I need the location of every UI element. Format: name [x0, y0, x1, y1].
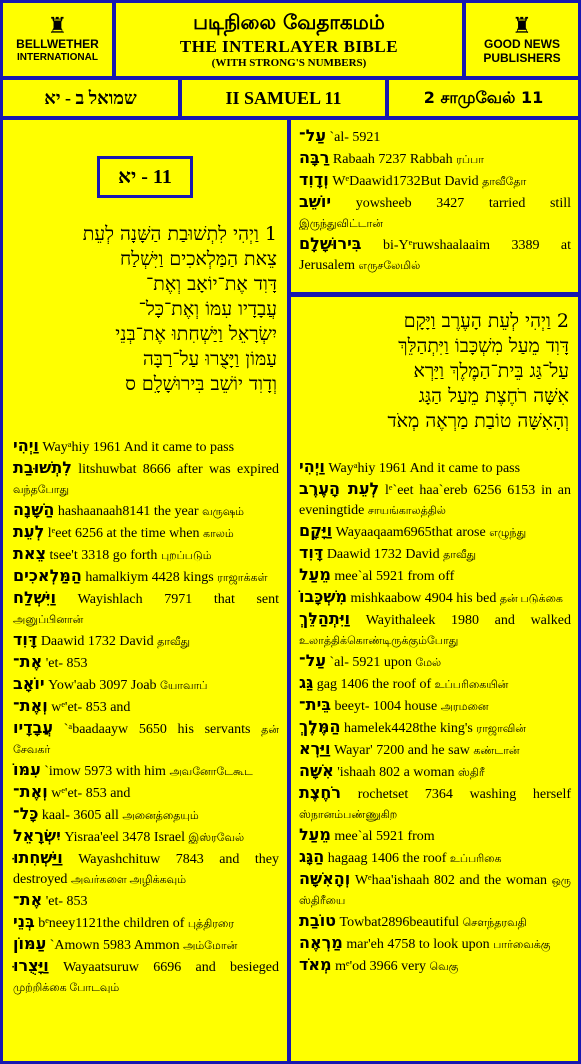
- hebrew-word: עַל־: [299, 126, 326, 145]
- hebrew-word: מֵעַל: [299, 825, 331, 844]
- transliteration-gloss: hamelek4428the king's: [344, 721, 473, 736]
- hebrew-word: וַיַּרְא: [299, 739, 331, 758]
- verse-1-hebrew: [7, 222, 277, 397]
- word-entry: [299, 911, 571, 933]
- tamil-gloss: ராஜாக்கள்: [217, 572, 268, 584]
- verse-line: וְהָאִשָּׁה טוֹבַת מַרְאֶה מְאֹד: [387, 410, 569, 432]
- page-subtitle: (WITH STRONG'S NUMBERS): [211, 57, 367, 69]
- transliteration-gloss: Wayithaleek 1980 and walked: [365, 613, 571, 628]
- tamil-gloss: தன் படுக்கை: [499, 593, 563, 605]
- right-top-word-list: [299, 126, 571, 276]
- tamil-gloss: ராஜாவின்: [476, 723, 526, 735]
- verse-line: עֲבָדָיו עִמּוֹ וְאֶת־כָּל־: [138, 298, 277, 320]
- book-tamil-text: 2 சாமுவேல் 11: [423, 87, 544, 107]
- transliteration-gloss: Towbat2896beautiful: [339, 915, 460, 930]
- hebrew-word: אֶת־: [13, 652, 43, 671]
- word-entry: [299, 609, 571, 651]
- hebrew-word: וַיְהִי: [299, 457, 325, 476]
- word-entry: [299, 521, 571, 543]
- transliteration-gloss: hagaag 1406 the roof: [327, 851, 447, 866]
- transliteration-gloss: Yisraa'eel 3478 Israel: [64, 830, 186, 845]
- transliteration-gloss: Yow'aab 3097 Joab: [48, 678, 157, 693]
- tamil-gloss: ஸ்திரீ: [458, 767, 485, 779]
- tamil-gloss: அரமனை: [440, 701, 489, 713]
- transliteration-gloss: `al- 5921 upon: [329, 655, 412, 670]
- transliteration-gloss: gag 1406 the roof of: [316, 677, 432, 692]
- transliteration-gloss: `al- 5921: [329, 130, 381, 145]
- hebrew-word: עַמּוֹן: [13, 934, 47, 953]
- transliteration-gloss: tsee't 3318 go forth: [49, 548, 158, 563]
- word-entry: [299, 457, 571, 479]
- hebrew-word: וַיִּתְהַלֵּךְ: [299, 609, 351, 628]
- hebrew-word: אֶת־: [13, 890, 43, 909]
- tamil-gloss: இருந்துவிட்டான்: [299, 218, 383, 230]
- verse-2-hebrew: [297, 309, 569, 434]
- hebrew-word: בְּנֵי: [13, 912, 35, 931]
- transliteration-gloss: lᵉ`eet haa`ereb 6256 6153 in an eveningtide: [299, 483, 572, 518]
- tamil-gloss: ஸ்நானம்பண்ணுகிற: [299, 809, 398, 821]
- word-entry: [13, 652, 279, 674]
- logo-line2: INTERNATIONAL: [17, 51, 98, 63]
- tamil-gloss: ரப்பா: [456, 154, 484, 166]
- transliteration-gloss: WᵉDaawid1732But David: [332, 174, 479, 189]
- word-entry: [13, 674, 279, 696]
- verse-line: 1 וַיְהִי לִתְשׁוּבַת הַשָּׁנָה לְעֵת: [82, 223, 277, 245]
- tamil-gloss: அவனோடேகூட: [169, 766, 253, 778]
- hebrew-word: כָּל־: [13, 804, 39, 823]
- verse-line: עַמּוֹן וַיָּצֻרוּ עַל־רַבָּה: [142, 348, 277, 370]
- word-entry: [299, 479, 571, 521]
- word-entry: [13, 436, 279, 458]
- verse-line: יִשְׂרָאֵל וַיַּשְׁחִתוּ אֶת־בְּנֵי: [115, 323, 277, 345]
- transliteration-gloss: mee`al 5921 from: [334, 829, 435, 844]
- word-entry: [299, 192, 571, 234]
- right-bottom-column: [291, 297, 578, 1061]
- bellwether-logo: [3, 3, 112, 76]
- book-hebrew-text: שמואל ב - יא: [44, 87, 137, 108]
- transliteration-gloss: Wayaatsuruw 6696 and besieged: [63, 960, 279, 975]
- tamil-gloss: வெகு: [429, 961, 459, 973]
- transliteration-gloss: 'et- 853: [45, 894, 88, 909]
- title-block: [116, 3, 462, 76]
- hebrew-word: מִשְׁכָּבוֹ: [299, 587, 348, 606]
- word-entry: [13, 696, 279, 718]
- chess-rook-icon: ♜: [47, 12, 68, 38]
- hebrew-word: וַיָּצֻרוּ: [13, 956, 49, 975]
- hebrew-word: דָּוִד: [299, 543, 324, 562]
- transliteration-gloss: `Amown 5983 Ammon: [49, 938, 180, 953]
- page-title: THE INTERLAYER BIBLE: [179, 37, 399, 56]
- tamil-gloss: யோவாப்: [160, 680, 208, 692]
- transliteration-gloss: `ᵃbaadaayw 5650 his servants: [63, 722, 251, 737]
- transliteration-gloss: wᵉ'et- 853 and: [51, 700, 131, 715]
- hebrew-word: גַּג: [299, 673, 314, 692]
- chapter-label-text: 11 - יא: [118, 165, 172, 188]
- tamil-gloss: எருசலேமில்: [358, 260, 421, 272]
- word-entry: [299, 543, 571, 565]
- word-entry: [13, 588, 279, 630]
- transliteration-gloss: bi-Yᵉruwshaalaaim 3389 at Jerusalem: [299, 238, 571, 273]
- tamil-gloss: புறப்படும்: [160, 550, 212, 562]
- verse-line: עַל־גַּג בֵּית־הַמֶּלֶךְ וַיַּרְא: [413, 360, 569, 382]
- word-entry: [299, 783, 571, 825]
- tamil-gloss: ஒரு ஸ்திரீயை: [299, 875, 571, 907]
- word-entry: [299, 869, 571, 911]
- logo-line1: GOOD NEWS: [483, 36, 560, 51]
- tamil-gloss: அனுப்பினான்: [13, 614, 84, 626]
- word-entry: [299, 565, 571, 587]
- word-entry: [299, 126, 571, 148]
- word-entry: [13, 804, 279, 826]
- word-entry: [13, 826, 279, 848]
- hebrew-word: בֵּית־: [299, 695, 332, 714]
- word-entry: [299, 170, 571, 192]
- book-hebrew: [3, 80, 178, 116]
- transliteration-gloss: yowsheeb 3427 tarried still: [355, 196, 571, 211]
- transliteration-gloss: Wayaaqaam6965that arose: [335, 525, 486, 540]
- tamil-title: படிநிலை வேதாகமம்: [193, 10, 385, 34]
- tamil-gloss: காலம்: [202, 528, 234, 540]
- tamil-gloss: தாவீது: [443, 549, 477, 561]
- tamil-gloss: எழுந்து: [489, 527, 527, 539]
- transliteration-gloss: mᵉ'od 3966 very: [335, 959, 427, 974]
- right-top-column: [291, 120, 578, 292]
- word-entry: [299, 587, 571, 609]
- transliteration-gloss: Daawid 1732 David: [326, 547, 440, 562]
- verse-line: דָּוִד מֵעַל מִשְׁכָּבוֹ וַיִּתְהַלֵּךְ: [398, 335, 569, 357]
- hebrew-word: וְדָוִד: [299, 170, 329, 189]
- transliteration-gloss: lᵉeet 6256 at the time when: [47, 526, 200, 541]
- transliteration-gloss: mishkaabow 4904 his bed: [350, 591, 497, 606]
- word-entry: [13, 718, 279, 760]
- hebrew-word: רֹחֶצֶת: [299, 783, 341, 802]
- tamil-gloss: தாவீதோ: [482, 176, 527, 188]
- hebrew-word: רַבָּה: [299, 148, 330, 167]
- word-entry: [299, 933, 571, 955]
- verse-line: צֵאת הַמַּלְאכִים וַיִּשְׁלַח: [119, 248, 277, 270]
- tamil-gloss: தாவீது: [157, 636, 191, 648]
- word-entry: [13, 934, 279, 956]
- hebrew-word: מְאֹד: [299, 955, 332, 974]
- verse-line: וְדָוִד יוֹשֵׁב בִּירוּשָׁלִָם ס: [125, 373, 277, 395]
- transliteration-gloss: Wayar' 7200 and he saw: [333, 743, 470, 758]
- transliteration-gloss: Wayᵃhiy 1961 And it came to pass: [328, 461, 521, 476]
- word-entry: [13, 458, 279, 500]
- transliteration-gloss: litshuwbat 8666 after was expired: [78, 462, 280, 477]
- word-entry: [299, 695, 571, 717]
- hebrew-word: דָּוִד: [13, 630, 38, 649]
- book-tamil: [389, 80, 578, 116]
- tamil-gloss: இஸ்ரவேல்: [188, 832, 245, 844]
- tamil-gloss: கண்டான்: [473, 745, 520, 757]
- word-entry: [13, 848, 279, 890]
- hebrew-word: הַמַּלְאכִים: [13, 566, 82, 585]
- hebrew-word: וַיִּשְׁלַח: [13, 588, 57, 607]
- logo-line2: PUBLISHERS: [483, 50, 561, 65]
- book-english-text: II SAMUEL 11: [225, 87, 342, 108]
- goodnews-logo: [466, 3, 578, 76]
- hebrew-word: יוֹשֵׁב: [299, 192, 332, 211]
- transliteration-gloss: Wayᵃhiy 1961 And it came to pass: [42, 440, 235, 455]
- hebrew-word: טוֹבַת: [299, 911, 337, 930]
- tamil-gloss: வந்தபோது: [13, 484, 70, 496]
- book-english: [182, 80, 385, 116]
- tamil-gloss: புத்திரரை: [187, 918, 234, 930]
- hebrew-word: הַגָּג: [299, 847, 325, 866]
- tamil-gloss: முற்றிக்கை போடவும்: [13, 982, 120, 994]
- transliteration-gloss: Wayashchituw 7843 and they destroyed: [13, 852, 280, 887]
- word-entry: [13, 522, 279, 544]
- word-entry: [299, 234, 571, 276]
- word-entry: [299, 651, 571, 673]
- hebrew-word: יוֹאָב: [13, 674, 45, 693]
- transliteration-gloss: Daawid 1732 David: [40, 634, 154, 649]
- hebrew-word: הַשָּׁנָה: [13, 500, 55, 519]
- tamil-gloss: தன் சேவகர்: [13, 724, 280, 756]
- tamil-gloss: வருஷம்: [202, 506, 244, 518]
- transliteration-gloss: bᵉneey1121the children of: [38, 916, 185, 931]
- hebrew-word: לִתְשׁוּבַת: [13, 458, 72, 477]
- transliteration-gloss: beeyt- 1004 house: [334, 699, 438, 714]
- hebrew-word: וְאֶת־: [13, 782, 48, 801]
- hebrew-word: עַל־: [299, 651, 326, 670]
- tamil-gloss: உலாத்திக்கொண்டிருக்கும்போது: [299, 635, 459, 647]
- logo-line1: BELLWETHER: [16, 36, 99, 51]
- hebrew-word: וַיַּשְׁחִתוּ: [13, 848, 63, 867]
- word-entry: [13, 890, 279, 912]
- tamil-gloss: மேல்: [415, 657, 442, 669]
- transliteration-gloss: hashaanaah8141 the year: [57, 504, 199, 519]
- word-entry: [299, 955, 571, 977]
- word-entry: [299, 148, 571, 170]
- tamil-gloss: சௌந்தரவதி: [462, 917, 527, 929]
- hebrew-word: מַרְאֶה: [299, 933, 343, 952]
- hebrew-word: מֵעַל: [299, 565, 331, 584]
- verse-line: אִשָּׁה רֹחֶצֶת מֵעַל הַגָּג: [418, 385, 569, 407]
- transliteration-gloss: Rabaah 7237 Rabbah: [332, 152, 453, 167]
- word-entry: [13, 566, 279, 588]
- word-entry: [299, 717, 571, 739]
- hebrew-word: בִּירוּשָׁלִָם: [299, 234, 362, 253]
- tamil-gloss: அவர்களை அழிக்கவும்: [70, 874, 187, 886]
- chess-rook-icon: ♜: [512, 12, 532, 38]
- word-entry: [13, 544, 279, 566]
- hebrew-word: וַיְהִי: [13, 436, 39, 455]
- tamil-gloss: உப்பரிகையின்: [434, 679, 509, 691]
- hebrew-word: יִשְׂרָאֵל: [13, 826, 61, 845]
- hebrew-word: וְאֶת־: [13, 696, 48, 715]
- hebrew-word: לְעֵת הָעֶרֶב: [299, 479, 380, 498]
- transliteration-gloss: 'et- 853: [45, 656, 88, 671]
- transliteration-gloss: Wayishlach 7971 that sent: [77, 592, 279, 607]
- transliteration-gloss: mar'eh 4758 to look upon: [346, 937, 490, 952]
- right-bottom-word-list: [299, 457, 571, 977]
- transliteration-gloss: `imow 5973 with him: [44, 764, 166, 779]
- hebrew-word: עֲבָדָיו: [13, 718, 53, 737]
- word-entry: [13, 956, 279, 998]
- word-entry: [299, 847, 571, 869]
- hebrew-word: לְעֵת: [13, 522, 45, 541]
- tamil-gloss: அனைத்தையும்: [122, 810, 199, 822]
- hebrew-word: עִמּוֹ: [13, 760, 41, 779]
- word-entry: [299, 739, 571, 761]
- verse-line: דָּוִד אֶת־יוֹאָב וְאֶת־: [145, 273, 277, 295]
- transliteration-gloss: mee`al 5921 from off: [334, 569, 455, 584]
- hebrew-word: וַיָּקָם: [299, 521, 333, 540]
- word-entry: [299, 673, 571, 695]
- transliteration-gloss: Wᵉhaa'ishaah 802 and the woman: [354, 873, 548, 888]
- word-entry: [13, 500, 279, 522]
- word-entry: [13, 912, 279, 934]
- transliteration-gloss: kaal- 3605 all: [41, 808, 119, 823]
- tamil-gloss: அம்மோன்: [183, 940, 238, 952]
- hebrew-word: וְהָאִשָּׁה: [299, 869, 351, 888]
- word-entry: [299, 825, 571, 847]
- hebrew-word: אִשָּׁה: [299, 761, 334, 780]
- tamil-gloss: சாயங்காலத்தில்: [367, 505, 446, 517]
- transliteration-gloss: rochetset 7364 washing herself: [357, 787, 571, 802]
- tamil-gloss: உப்பரிகை: [449, 853, 502, 865]
- left-word-list: [13, 436, 279, 998]
- word-entry: [13, 630, 279, 652]
- hebrew-word: צֵאת: [13, 544, 47, 563]
- transliteration-gloss: wᵉ'et- 853 and: [51, 786, 131, 801]
- chapter-label: [97, 156, 193, 198]
- verse-line: 2 וַיְהִי לְעֵת הָעֶרֶב וַיָּקָם: [403, 310, 569, 332]
- transliteration-gloss: 'ishaah 802 a woman: [337, 765, 455, 780]
- left-column: [3, 120, 287, 1061]
- hebrew-word: הַמֶּלֶךְ: [299, 717, 341, 736]
- tamil-gloss: பார்வைக்கு: [493, 939, 551, 951]
- word-entry: [299, 761, 571, 783]
- transliteration-gloss: hamalkiym 4428 kings: [85, 570, 214, 585]
- word-entry: [13, 760, 279, 782]
- word-entry: [13, 782, 279, 804]
